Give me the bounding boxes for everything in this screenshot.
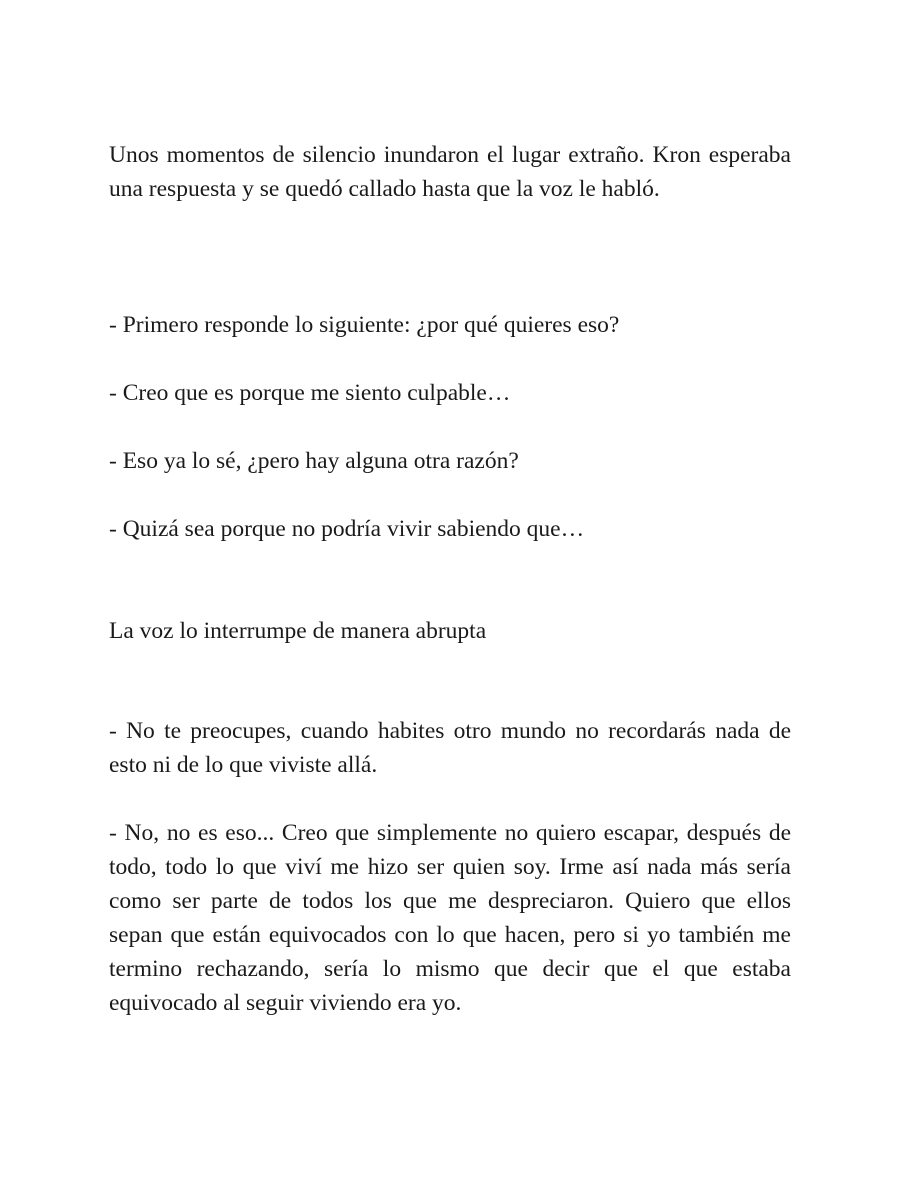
- dialogue-line: - Quizá sea porque no podría vivir sabiendo que…: [109, 516, 585, 542]
- dialogue-line: - Primero responde lo siguiente: ¿por qué quieres eso?: [109, 312, 620, 338]
- dialogue-line: - Creo que es porque me siento culpable…: [109, 380, 511, 406]
- dialogue-line: - Eso ya lo sé, ¿pero hay alguna otra razón?: [109, 448, 519, 474]
- dialogue-line: - No, no es eso... Creo que simplemente no quiero escapar, después de todo, todo lo que viví me hizo ser quien soy. Irme así nada más sería como ser parte de todos los que me despreciaron. Quiero que ellos sepan que están equivocados con lo que hacen, pero si yo también me termino rechazando, sería lo mismo que decir que el que estaba equivocado al seguir viviendo era yo.: [109, 820, 791, 1016]
- dialogue-line: - No te preocupes, cuando habites otro mundo no recordarás nada de esto ni de lo que viviste allá.: [109, 718, 791, 778]
- narrative-paragraph: Unos momentos de silencio inundaron el lugar extraño. Kron esperaba una respuesta y se quedó callado hasta que la voz le habló.: [109, 142, 791, 202]
- narrative-paragraph: La voz lo interrumpe de manera abrupta: [109, 618, 487, 644]
